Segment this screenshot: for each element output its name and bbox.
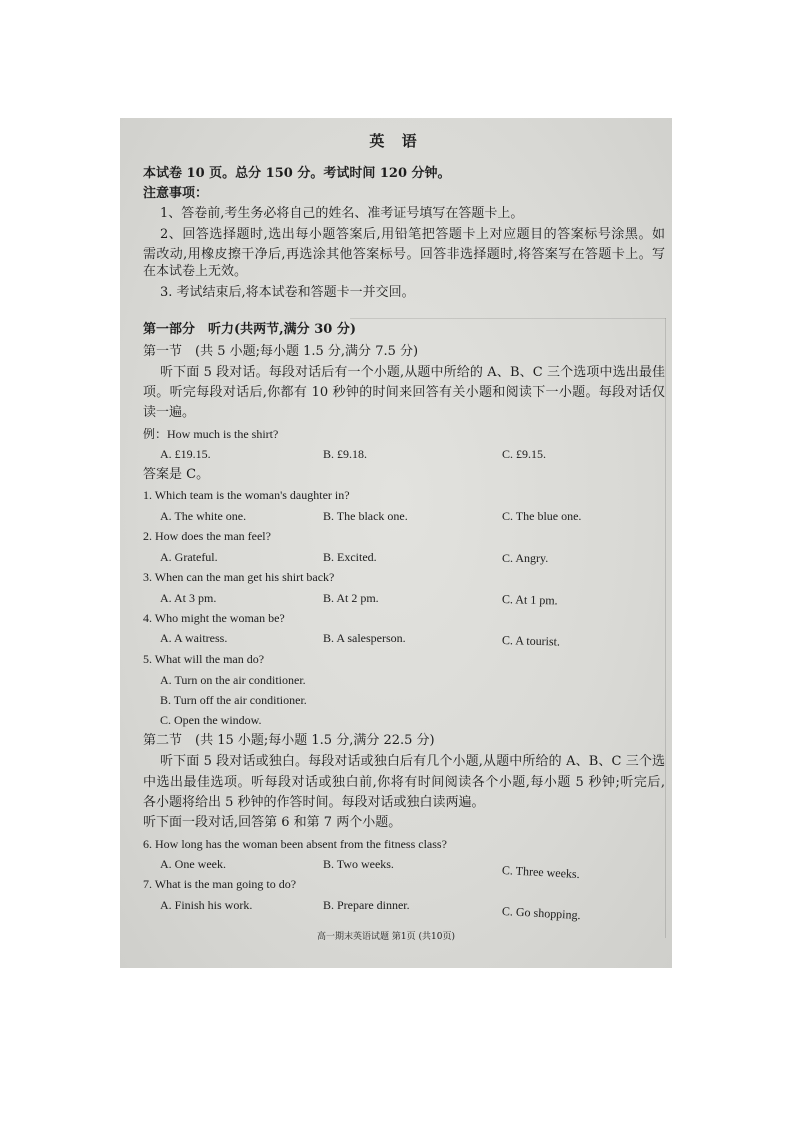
notice-item-2-line: 2、回答选择题时,选出每小题答案后,用铅笔把答题卡上对应题目的答案标号涂黑。如 [160,227,665,242]
group-intro: 听下面一段对话,回答第 6 和第 7 两个小题。 [143,815,402,830]
page-title: 英 语 [369,132,423,150]
question-option-c: C. Angry. [502,551,549,565]
question-option-c: C. The blue one. [502,509,582,523]
exam-summary: 本试卷 10 页。总分 150 分。考试时间 120 分钟。 [143,166,451,181]
question-option-a: A. Finish his work. [160,898,253,912]
example-option-b: B. £9.18. [323,447,368,461]
question-option-b: B. The black one. [323,509,408,523]
question-option-b: B. Two weeks. [323,857,394,871]
answer-box-border-top [350,318,666,319]
exam-page [120,118,672,968]
question-stem: 5. What will the man do? [143,652,265,666]
section1-heading: 第一节 (共 5 小题;每小题 1.5 分,满分 7.5 分) [143,344,419,359]
question-stem: 6. How long has the woman been absent from the fitness class? [143,837,447,851]
question-option-c: C. A tourist. [501,633,561,649]
section1-directions-line: 听下面 5 段对话。每段对话后有一个小题,从题中所给的 A、B、C 三个选项中选出最佳 [160,365,665,380]
example-question: 例：How much is the shirt? [143,427,279,441]
question-option-a: A. At 3 pm. [160,591,217,605]
question-stem: 7. What is the man going to do? [143,877,297,891]
question-option-c: C. Go shopping. [501,904,581,923]
question-option-b: B. A salesperson. [323,631,406,645]
section2-heading: 第二节 (共 15 小题;每小题 1.5 分,满分 22.5 分) [143,733,435,748]
question-stem: 4. Who might the woman be? [143,611,285,625]
question-option-a: A. The white one. [160,509,247,523]
notice-item-2-line: 在本试卷上无效。 [143,264,248,279]
section1-directions-line: 项。听完每段对话后,你都有 10 秒钟的时间来回答有关小题和阅读下一小题。每段对话仅 [143,385,665,400]
question-option-a: A. One week. [160,857,226,871]
example-option-a: A. £19.15. [160,447,211,461]
question-stem: 2. How does the man feel? [143,529,271,543]
part1-heading: 第一部分 听力(共两节,满分 30 分) [143,322,356,337]
question-option-a: A. Turn on the air conditioner. [160,673,306,687]
question-option-a: A. Grateful. [160,550,218,564]
question-option-c: C. Open the window. [160,713,262,727]
question-option-c: C. At 1 pm. [501,592,558,608]
section1-directions-line: 读一遍。 [143,405,196,420]
section2-directions-line: 中选出最佳选项。听每段对话或独白前,你将有时间阅读各个小题,每小题 5 秒钟;听完后, [143,775,665,790]
section2-directions-line: 听下面 5 段对话或独白。每段对话或独白后有几个小题,从题中所给的 A、B、C 三个选 [160,754,665,769]
example-answer: 答案是 C。 [143,467,210,482]
notice-item-2-line: 需改动,用橡皮擦干净后,再选涂其他答案标号。回答非选择题时,将答案写在答题卡上。写 [143,247,665,262]
notice-item-1: 1、答卷前,考生务必将自己的姓名、准考证号填写在答题卡上。 [160,206,524,221]
section2-directions-line: 各小题将给出 5 秒钟的作答时间。每段对话或独白读两遍。 [143,795,485,810]
question-option-b: B. At 2 pm. [323,591,379,605]
notice-heading: 注意事项： [143,186,209,201]
question-option-a: A. A waitress. [160,631,228,645]
question-option-b: B. Excited. [323,550,377,564]
page-footer: 高一期末英语试题 第1页 (共10页) [317,932,455,942]
question-stem: 1. Which team is the woman's daughter in? [143,488,350,502]
question-option-b: B. Prepare dinner. [323,898,410,912]
question-option-c: C. Three weeks. [501,863,581,882]
question-stem: 3. When can the man get his shirt back? [143,570,335,584]
question-option-b: B. Turn off the air conditioner. [160,693,307,707]
answer-box-border-right [665,318,666,938]
notice-item-3: 3. 考试结束后,将本试卷和答题卡一并交回。 [160,285,415,300]
example-option-c: C. £9.15. [502,447,547,461]
